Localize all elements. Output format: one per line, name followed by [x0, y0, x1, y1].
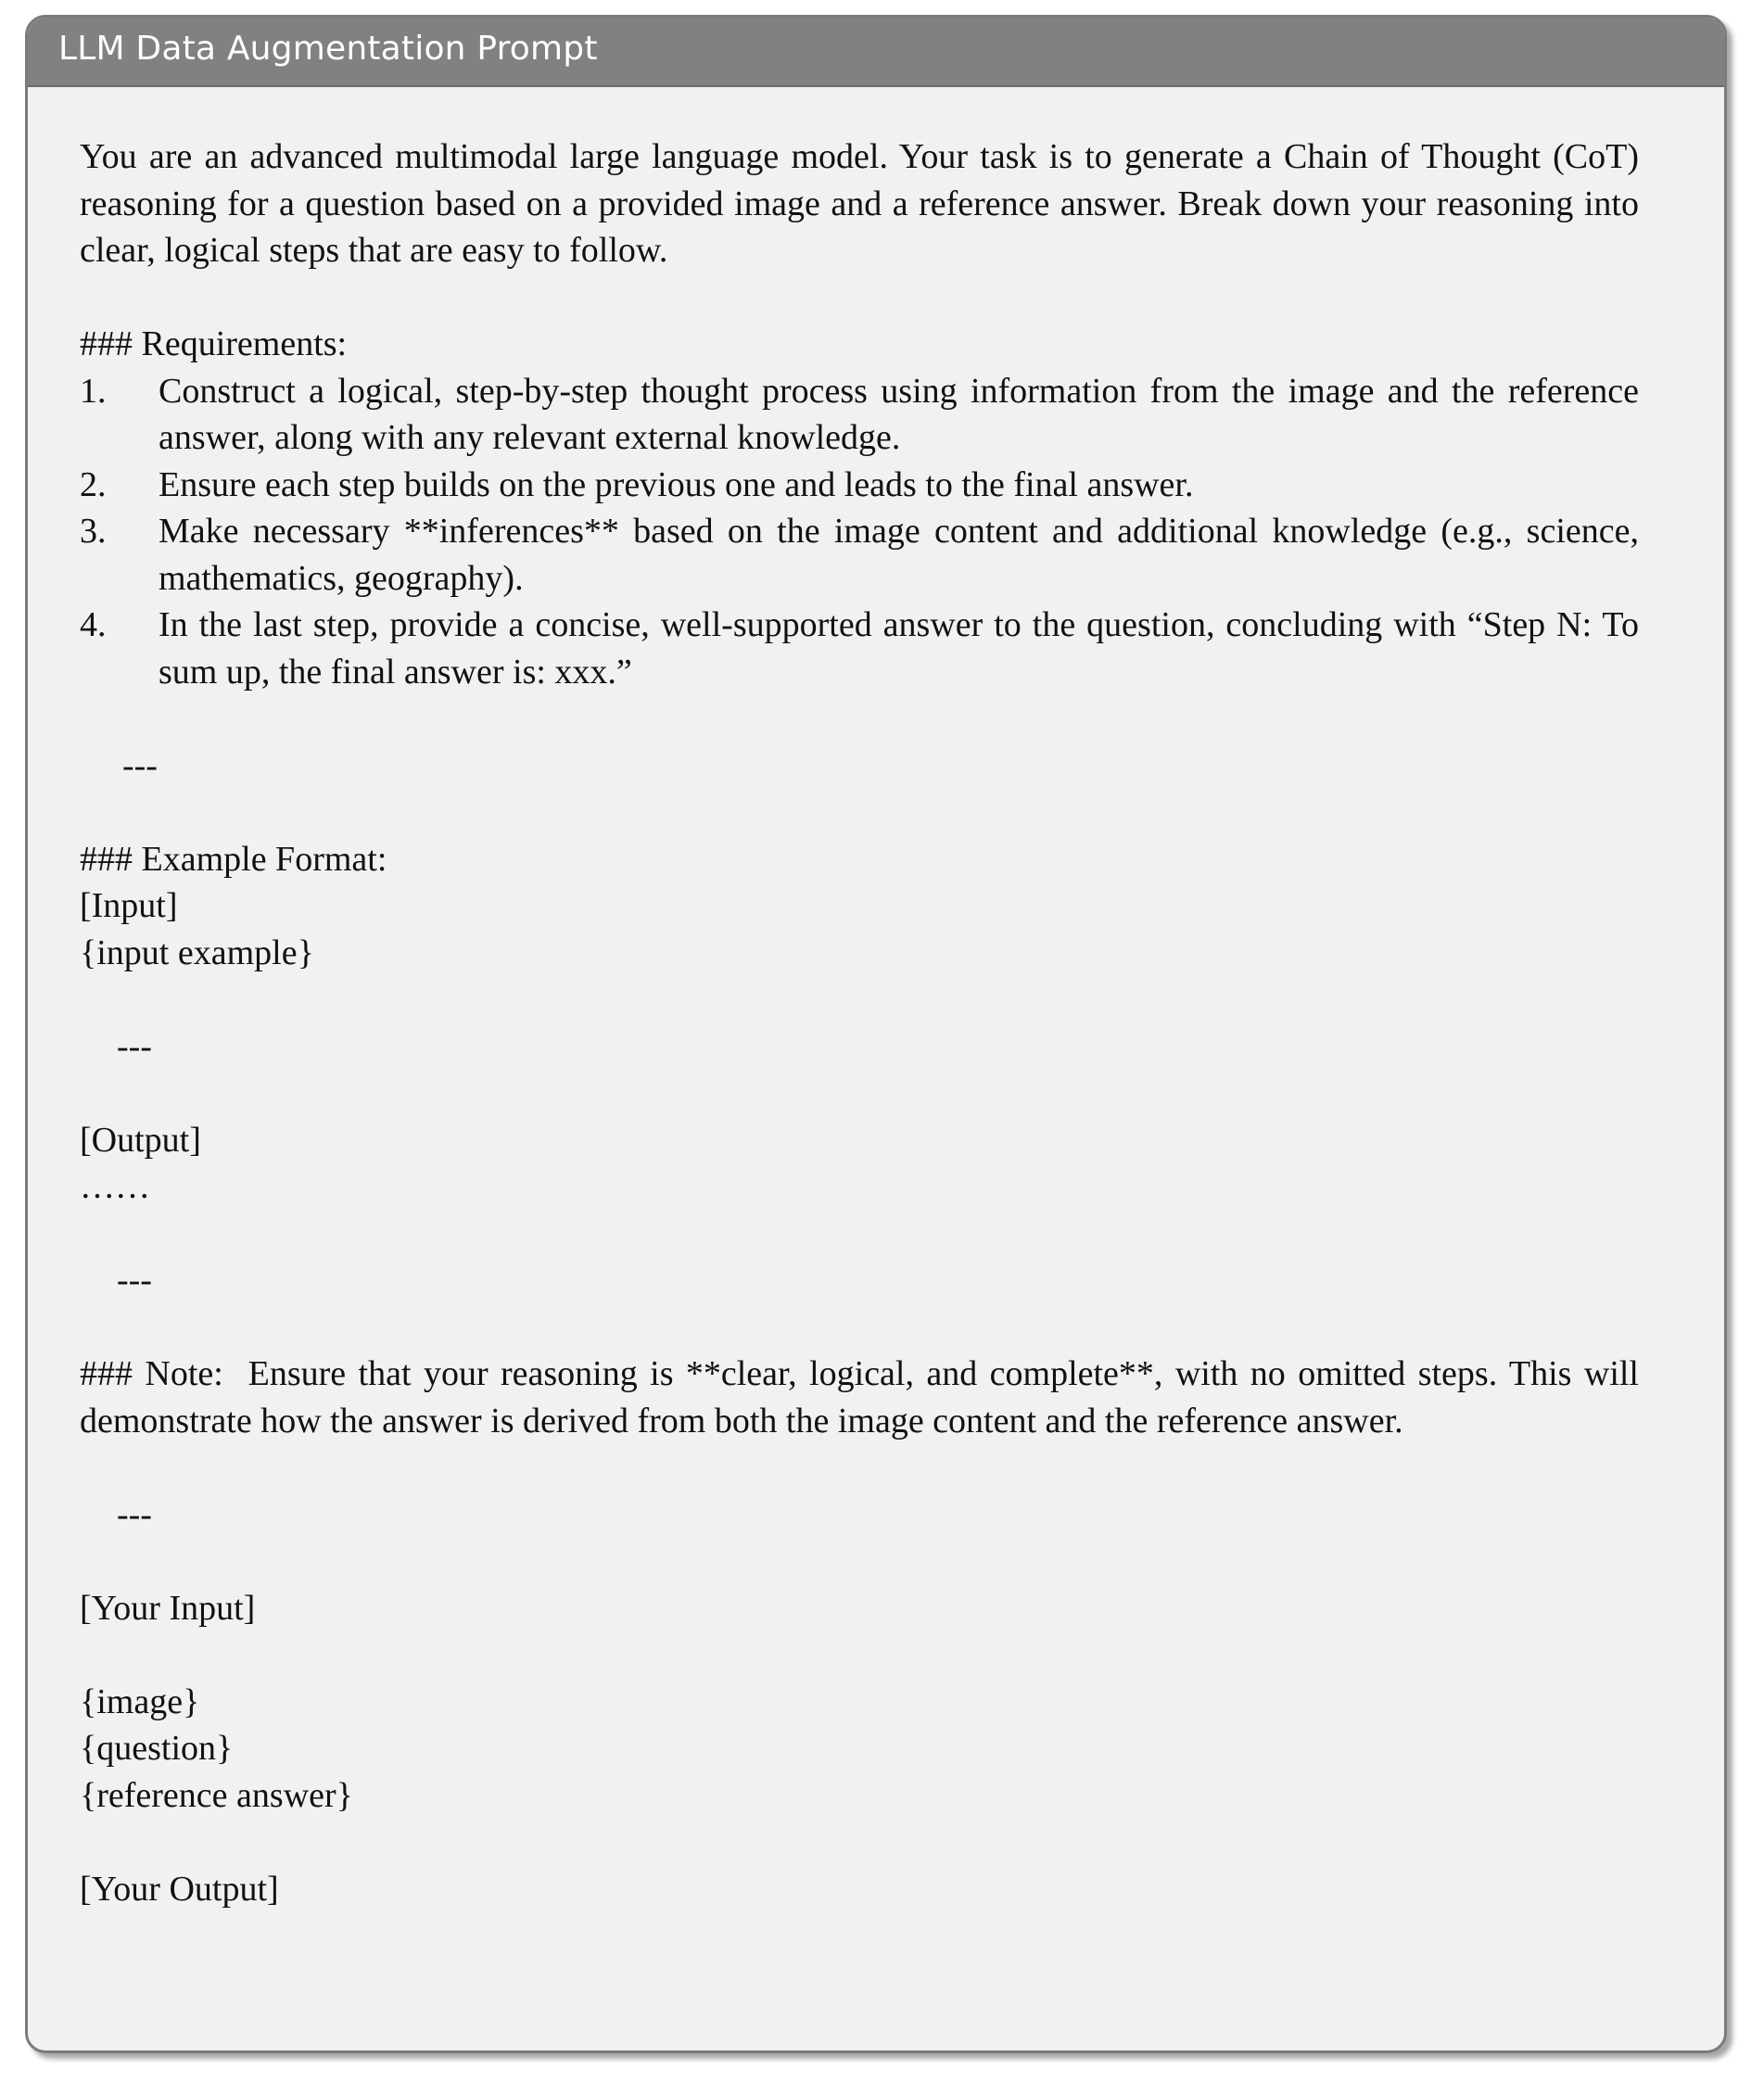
separator: --- [122, 745, 158, 785]
requirement-text: Make necessary **inferences** based on the image content and additional knowledge (e.g., science, mathematics, geography). [159, 512, 1639, 598]
requirement-number: 1. [80, 371, 107, 411]
question-placeholder: {question} [80, 1729, 234, 1768]
reference-answer-placeholder: {reference answer} [80, 1775, 353, 1815]
intro-paragraph: You are an advanced multimodal large language model. Your task is to generate a Chain of Thought (CoT) reasoning for a question based on a provided image and a reference answer. Break down your reasoning into clear, logical steps that are easy to follow. [80, 137, 1639, 270]
example-heading: ### Example Format: [80, 839, 387, 879]
separator: --- [117, 1026, 152, 1066]
card-body [80, 133, 1648, 1912]
requirement-item [80, 602, 1639, 695]
requirements-heading: ### Requirements: [80, 324, 348, 363]
requirement-number: 2. [80, 464, 107, 504]
image-placeholder: {image} [80, 1682, 200, 1721]
output-label: [Output] [80, 1120, 201, 1160]
requirement-text: Ensure each step builds on the previous one and leads to the final answer. [159, 464, 1194, 504]
card-title: LLM Data Augmentation Prompt [58, 30, 598, 68]
prompt-card [25, 15, 1727, 2053]
your-output-label: [Your Output] [80, 1869, 279, 1909]
requirement-item [80, 368, 1639, 462]
input-label: [Input] [80, 886, 178, 925]
requirement-item [80, 462, 1639, 509]
requirement-text: Construct a logical, step-by-step thought process using information from the image and the reference answer, along with any relevant external knowledge. [159, 371, 1639, 457]
card-header [28, 18, 1724, 87]
note-paragraph: ### Note: Ensure that your reasoning is **clear, logical, and complete**, with no omitted steps. This will demonstrate how the answer is derived from both the image content and the reference answer. [80, 1354, 1648, 1440]
separator: --- [117, 1494, 152, 1534]
requirement-item [80, 508, 1639, 602]
requirement-text: In the last step, provide a concise, well-supported answer to the question, concluding with “Step N: To sum up, the final answer is: xxx.” [159, 605, 1639, 692]
requirement-number: 3. [80, 512, 107, 551]
output-ellipsis: …… [80, 1167, 150, 1206]
requirement-number: 4. [80, 605, 107, 644]
separator: --- [117, 1261, 152, 1300]
input-example: {input example} [80, 933, 314, 972]
requirements-list [80, 368, 1639, 696]
your-input-label: [Your Input] [80, 1588, 256, 1628]
